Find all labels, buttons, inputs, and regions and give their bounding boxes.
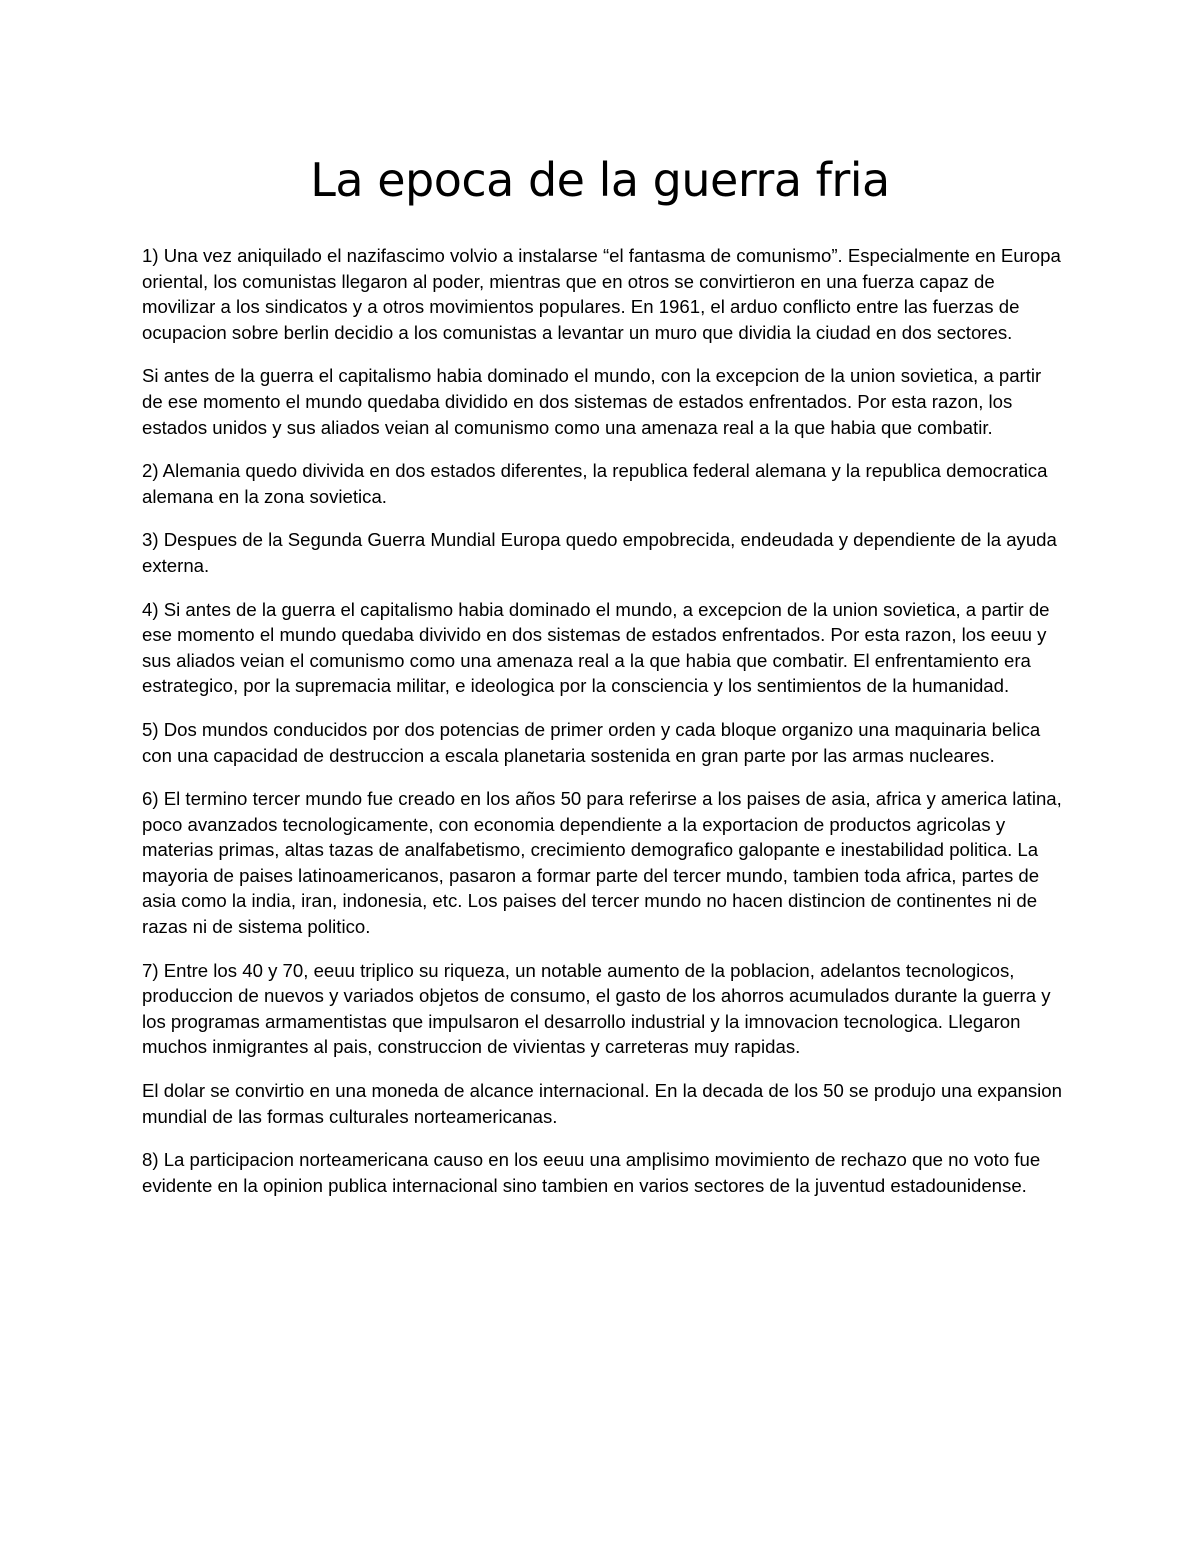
paragraph-1: 1) Una vez aniquilado el nazifascimo volvio a instalarse “el fantasma de comunismo”. Especialmente en Europa oriental, los comunistas llegaron al poder, mientras que en otros se convirtieron en una fuerza capaz de movilizar a los sindicatos y a otros movimientos populares. En 1961, el arduo conflicto entre las fuerzas de ocupacion sobre berlin decidio a los comunistas a levantar un muro que dividia la ciudad en dos sectores. bbox=[142, 245, 1061, 343]
paragraph-2: Si antes de la guerra el capitalismo habia dominado el mundo, con la excepcion de la union sovietica, a partir de ese momento el mundo quedaba dividido en dos sistemas de estados enfrentados. Por esta razon, los estados unidos y sus aliados veian al comunismo como una amenaza real a la que habia que combatir. bbox=[142, 365, 1042, 438]
paragraph-10: 8) La participacion norteamericana causo en los eeuu una amplisimo movimiento de rechazo que no voto fue evidente en la opinion publica internacional sino tambien en varios sectores de la juventud estadounidense. bbox=[142, 1149, 1041, 1196]
document-title: La epoca de la guerra fria bbox=[310, 153, 890, 207]
paragraph-5: 4) Si antes de la guerra el capitalismo habia dominado el mundo, a excepcion de la union sovietica, a partir de ese momento el mundo quedaba divivido en dos sistemas de estados enfrentados. Por esta razon, los eeuu y sus aliados veian el comunismo como una amenaza real a la que habia que combatir. El enfrentamiento era estrategico, por la supremacia militar, e ideologica por la consciencia y los sentimientos de la humanidad. bbox=[142, 598, 1050, 697]
document-body bbox=[142, 243, 1062, 1216]
paragraph-6: 5) Dos mundos conducidos por dos potencias de primer orden y cada bloque organizo una maquinaria belica con una capacidad de destruccion a escala planetaria sostenida en gran parte por las armas nucleares. bbox=[142, 718, 1041, 766]
paragraph-7: 6) El termino tercer mundo fue creado en los años 50 para referirse a los paises de asia, africa y america latina, poco avanzados tecnologicamente, con economia dependiente a la exportacion de productos agricolas y materias primas, altas tazas de analfabetismo, crecimiento demografico galopante e inestabilidad politica. La mayoria de paises latinoamericanos, pasaron a formar parte del tercer mundo, tambien toda africa, partes de asia como la india, iran, indonesia, etc. Los paises del tercer mundo no hacen distincion de continentes ni de razas ni de sistema politico. bbox=[142, 788, 1062, 938]
paragraph-3: 2) Alemania quedo divivida en dos estados diferentes, la republica federal alemana y la republica democratica alemana en la zona sovietica. bbox=[142, 460, 1048, 507]
paragraph-4: 3) Despues de la Segunda Guerra Mundial Europa quedo empobrecida, endeudada y dependiente de la ayuda externa. bbox=[142, 529, 1057, 576]
paragraph-9: El dolar se convirtio en una moneda de alcance internacional. En la decada de los 50 se produjo una expansion mundial de las formas culturales norteamericanas. bbox=[142, 1080, 1062, 1127]
paragraph-8: 7) Entre los 40 y 70, eeuu triplico su riqueza, un notable aumento de la poblacion, adelantos tecnologicos, produccion de nuevos y variados objetos de consumo, el gasto de los ahorros acumulados durante la guerra y los programas armamentistas que impulsaron el desarrollo industrial y la imnovacion tecnologica. Llegaron muchos inmigrantes al pais, construccion de vivientas y carreteras muy rapidas. bbox=[142, 959, 1051, 1058]
